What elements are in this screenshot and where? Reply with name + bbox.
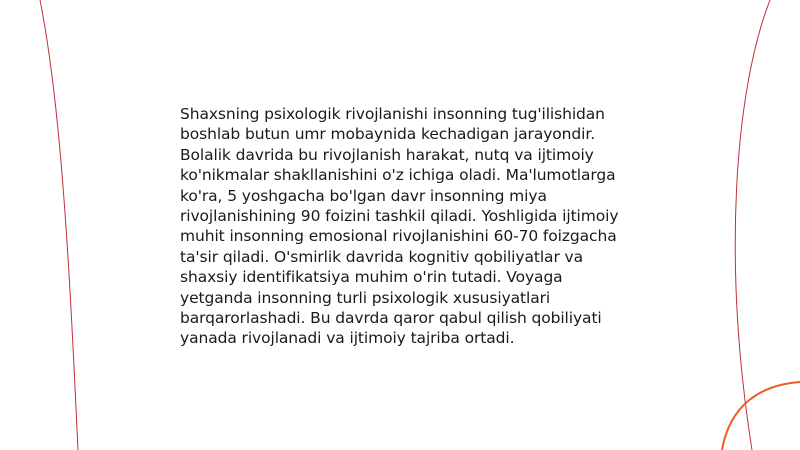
bottom-right-accent-curve (722, 382, 800, 450)
body-paragraph: Shaxsning psixologik rivojlanishi insonning tug'ilishidan boshlab butun umr mobaynida kechadigan jarayondir. Bolalik davrida bu rivojlanish harakat, nutq va ijtimoiy ko'nikmalar shakllanishini o'z ichiga oladi. Ma'lumotlarga ko'ra, 5 yoshgacha bo'lgan davr insonning miya rivojlanishining 90 foizini tashkil qiladi. Yoshligida ijtimoiy muhit insonning emosional rivojlanishini 60-70 foizgacha ta'sir qiladi. O'smirlik davrida kognitiv qobiliyatlar va shaxsiy identifikatsiya muhim o'rin tutadi. Voyaga yetganda insonning turli psixologik xususiyatlari barqarorlashadi. Bu davrda qaror qabul qilish qobiliyati yanada rivojlanadi va ijtimoiy tajriba ortadi. (180, 105, 619, 348)
right-thin-curve (735, 0, 770, 450)
left-thin-curve (40, 0, 78, 450)
